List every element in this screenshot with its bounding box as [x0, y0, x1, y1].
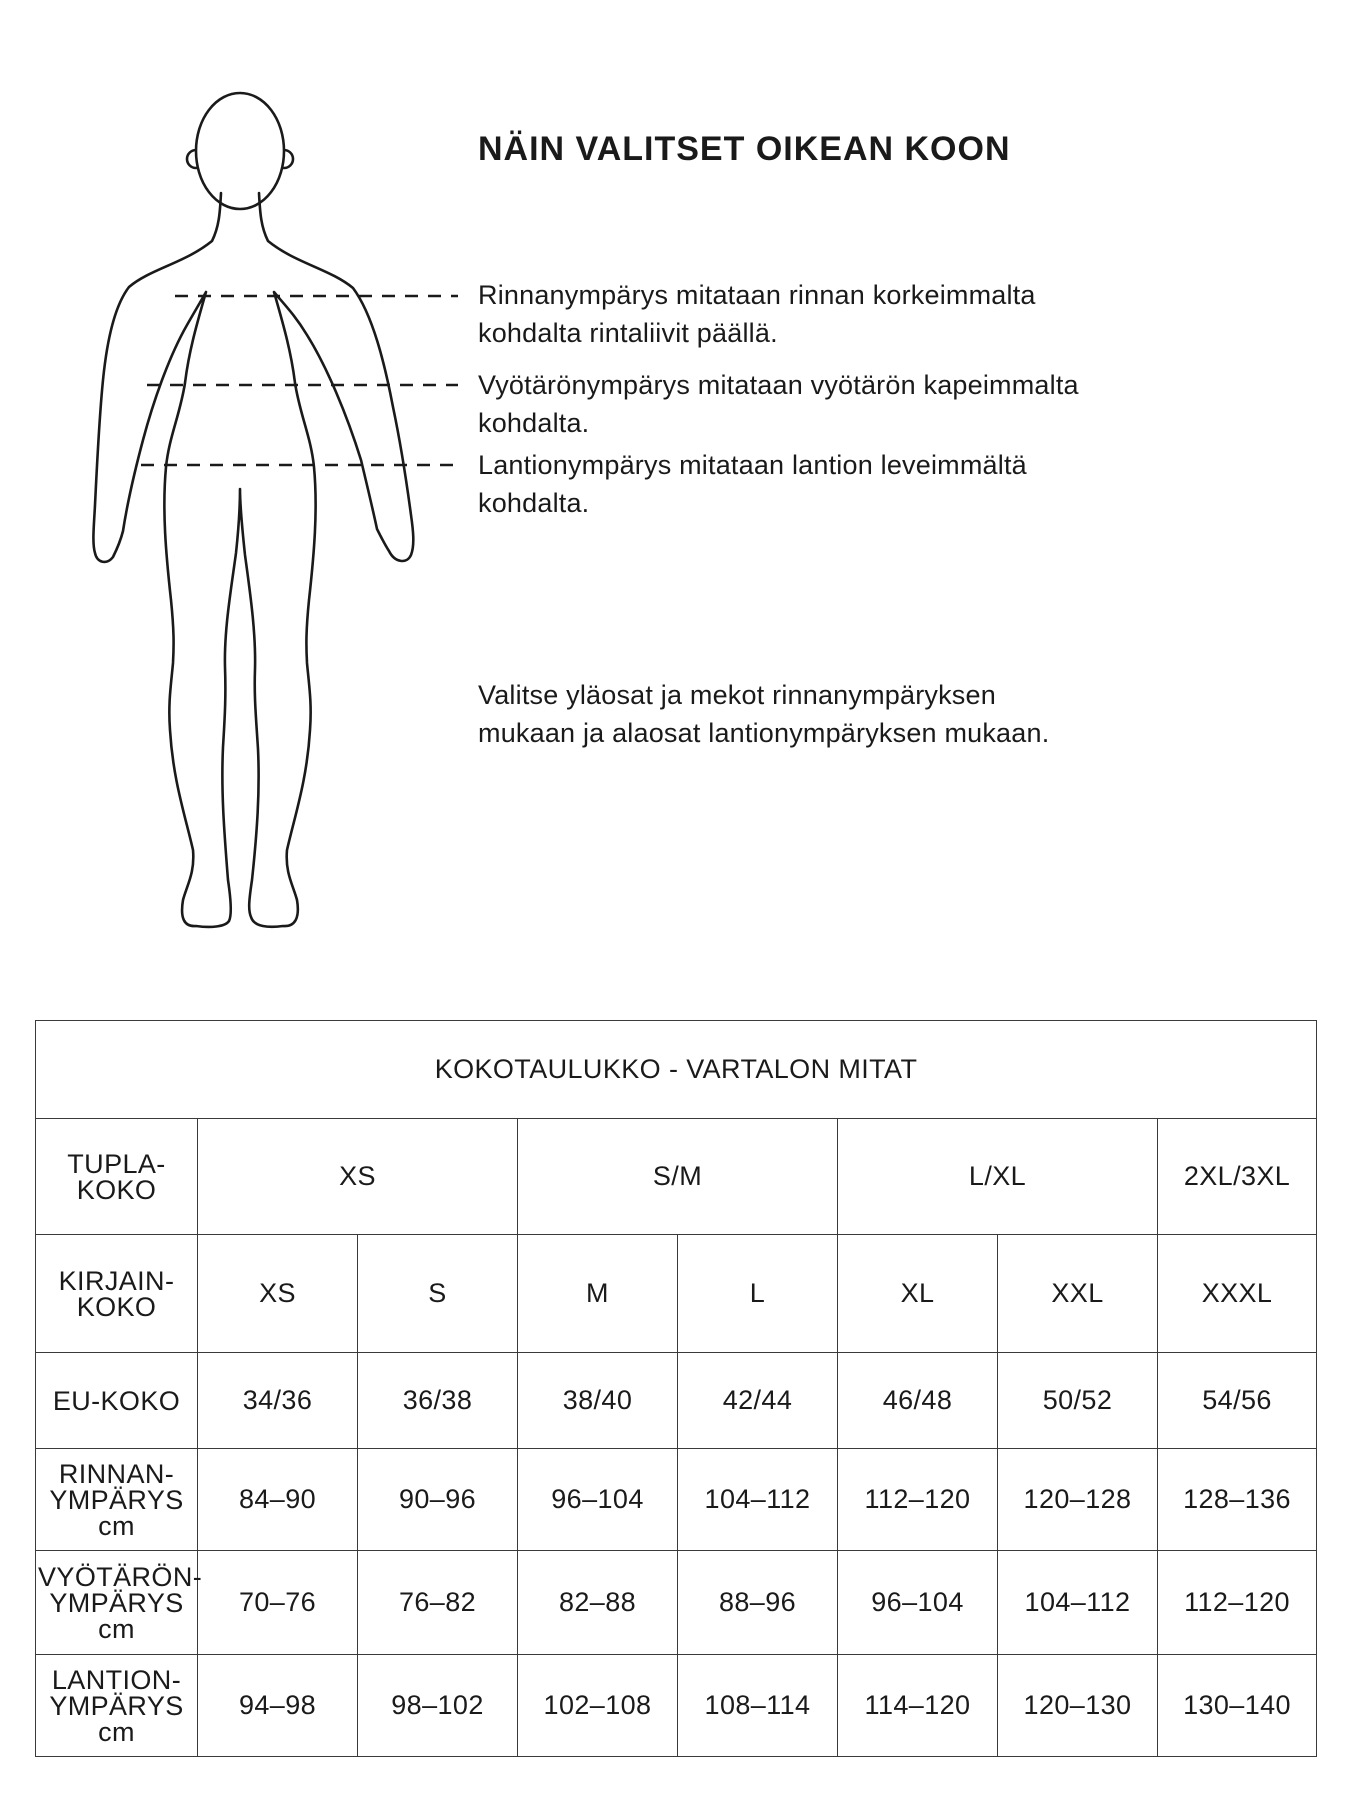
- body-silhouette: [93, 193, 413, 927]
- row-label-line: KIRJAIN-: [58, 1265, 175, 1296]
- size-cell: L: [678, 1235, 838, 1353]
- measure-cell: 112–120: [1158, 1551, 1317, 1655]
- measure-cell: 84–90: [198, 1449, 358, 1551]
- row-label-letter-size: [36, 1235, 198, 1353]
- size-cell: XXL: [998, 1235, 1158, 1353]
- size-cell: M: [518, 1235, 678, 1353]
- eu-size-row: [36, 1353, 1317, 1449]
- measure-cell: 114–120: [838, 1655, 998, 1757]
- size-cell: 38/40: [518, 1353, 678, 1449]
- hip-annotation: Lantionympärys mitataan lantion leveimmältä kohdalta.: [478, 450, 1027, 518]
- row-label-line: YMPÄRYS: [49, 1587, 184, 1618]
- row-label-line: VYÖTÄRÖN-: [38, 1561, 203, 1592]
- size-cell: S: [358, 1235, 518, 1353]
- double-size-row: [36, 1119, 1317, 1235]
- size-cell: 50/52: [998, 1353, 1158, 1449]
- size-cell: XS: [198, 1119, 518, 1235]
- measure-cell: 94–98: [198, 1655, 358, 1757]
- row-label-line: LANTION-: [51, 1664, 182, 1695]
- measure-cell: 130–140: [1158, 1655, 1317, 1757]
- size-cell: 36/38: [358, 1353, 518, 1449]
- size-cell: XS: [198, 1235, 358, 1353]
- row-label-line: cm: [98, 1510, 135, 1541]
- waist-annotation: Vyötärönympärys mitataan vyötärön kapeimmalta kohdalta.: [478, 370, 1079, 438]
- row-label-double-size: [36, 1119, 198, 1235]
- size-cell: 54/56: [1158, 1353, 1317, 1449]
- row-label-eu-size: [36, 1353, 198, 1449]
- table-title-row: [36, 1021, 1317, 1119]
- page-title: NÄIN VALITSET OIKEAN KOON: [478, 130, 1011, 168]
- size-selection-note: Valitse yläosat ja mekot rinnanympäryksen mukaan ja alaosat lantionympäryksen mukaan.: [478, 680, 1050, 748]
- row-label-line: YMPÄRYS: [49, 1690, 184, 1721]
- measure-cell: 128–136: [1158, 1449, 1317, 1551]
- size-cell: L/XL: [838, 1119, 1158, 1235]
- hip-row: [36, 1655, 1317, 1757]
- size-table: [35, 1020, 1317, 1757]
- letter-size-row: [36, 1235, 1317, 1353]
- measure-cell: 96–104: [838, 1551, 998, 1655]
- chest-row: [36, 1449, 1317, 1551]
- size-cell: XL: [838, 1235, 998, 1353]
- body-outline-figure: [55, 85, 475, 930]
- measure-cell: 96–104: [518, 1449, 678, 1551]
- table-title: KOKOTAULUKKO - VARTALON MITAT: [36, 1021, 1317, 1119]
- row-label-line: TUPLA-: [67, 1148, 166, 1179]
- row-label-hip: [36, 1655, 198, 1757]
- size-cell: 46/48: [838, 1353, 998, 1449]
- measure-cell: 104–112: [678, 1449, 838, 1551]
- measure-cell: 120–130: [998, 1655, 1158, 1757]
- measure-cell: 70–76: [198, 1551, 358, 1655]
- row-label-line: KOKO: [76, 1174, 157, 1205]
- size-cell: XXXL: [1158, 1235, 1317, 1353]
- size-cell: S/M: [518, 1119, 838, 1235]
- measure-cell: 108–114: [678, 1655, 838, 1757]
- row-label-line: RINNAN-: [58, 1458, 175, 1489]
- size-cell: 42/44: [678, 1353, 838, 1449]
- row-label-line: YMPÄRYS: [49, 1484, 184, 1515]
- row-label-line: cm: [98, 1613, 135, 1644]
- row-label-waist: [36, 1551, 203, 1655]
- measure-cell: 88–96: [678, 1551, 838, 1655]
- measure-cell: 112–120: [838, 1449, 998, 1551]
- measure-cell: 98–102: [358, 1655, 518, 1757]
- chest-annotation: Rinnanympärys mitataan rinnan korkeimmalta kohdalta rintaliivit päällä.: [478, 280, 1036, 348]
- measure-cell: 120–128: [998, 1449, 1158, 1551]
- measure-cell: 76–82: [358, 1551, 518, 1655]
- row-label-chest: [36, 1449, 198, 1551]
- measure-cell: 104–112: [998, 1551, 1158, 1655]
- row-label-line: cm: [98, 1716, 135, 1747]
- measure-cell: 102–108: [518, 1655, 678, 1757]
- head-outline: [196, 93, 284, 209]
- measure-cell: 82–88: [518, 1551, 678, 1655]
- measure-cell: 90–96: [358, 1449, 518, 1551]
- size-cell: 2XL/3XL: [1158, 1119, 1317, 1235]
- waist-row: [36, 1551, 1317, 1655]
- row-label-line: KOKO: [76, 1291, 157, 1322]
- size-cell: 34/36: [198, 1353, 358, 1449]
- row-label-line: EU-KOKO: [52, 1385, 181, 1416]
